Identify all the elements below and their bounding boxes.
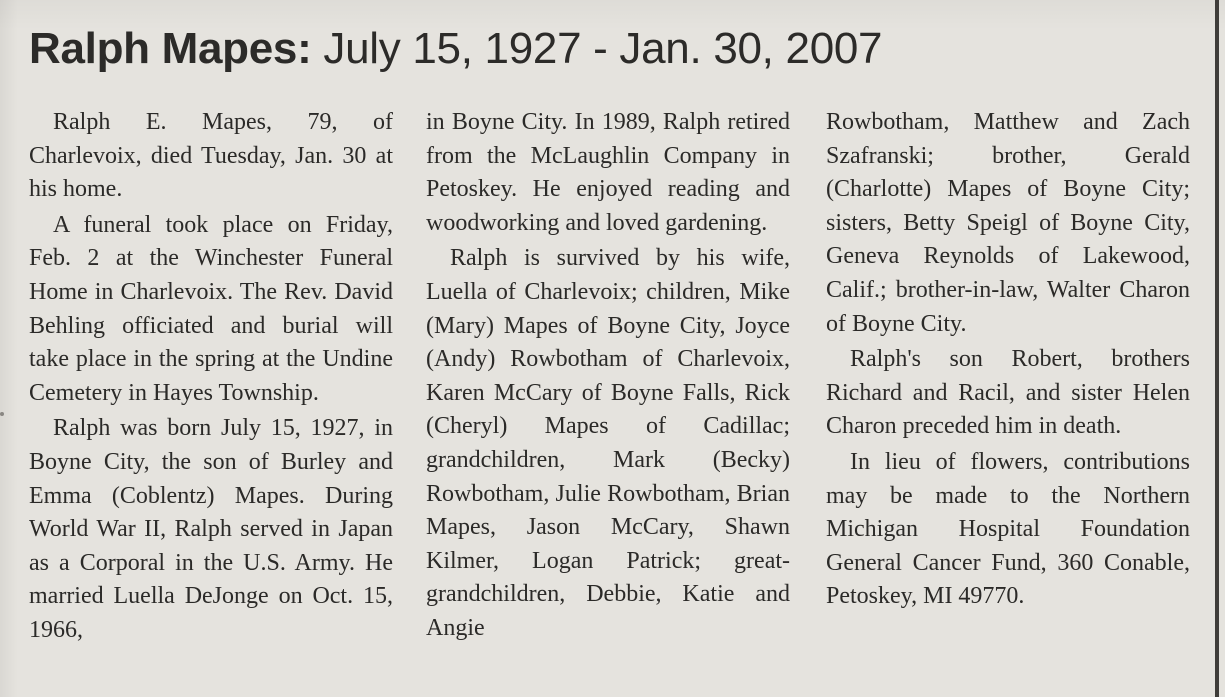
article-paragraph: Ralph's son Robert, brothers Richard and Racil, and sister Helen Charon preceded him in death. xyxy=(826,346,1190,440)
article-paragraph: A funeral took place on Friday, Feb. 2 at the Winchester Funeral Home in Charlevoix. The Rev. David Behling officiated and burial will take place in the spring at the Undine Cemetery in Hayes Township. xyxy=(29,211,393,406)
clipped-previous-text-strip xyxy=(20,0,1200,6)
article-column-2 xyxy=(426,106,790,646)
article-paragraph: Ralph is survived by his wife, Luella of Charlevoix; children, Mike (Mary) Mapes of Boyne City, Joyce (Andy) Rowbotham of Charlevoix, Karen McCary of Boyne Falls, Rick (Cheryl) Mapes of Cadillac; grandchildren, Mark (Becky) Rowbotham, Julie Rowbotham, Brian Mapes, Jason McCary, Shawn Kilmer, Logan Patrick; great-grandchildren, Debbie, Katie and Angie xyxy=(426,245,790,641)
article-paragraph: Rowbotham, Matthew and Zach Szafranski; brother, Gerald (Charlotte) Mapes of Boyne City; sisters, Betty Speigl of Boyne City, Geneva Reynolds of Lakewood, Calif.; brother-in-law, Walter Charon of Boyne City. xyxy=(826,109,1190,337)
article-paragraph: Ralph E. Mapes, 79, of Charlevoix, died Tuesday, Jan. 30 at his home. xyxy=(29,109,393,203)
obituary-headline xyxy=(29,25,882,73)
article-column-3 xyxy=(826,106,1190,614)
article-paragraph: In lieu of flowers, contributions may be made to the Northern Michigan Hospital Foundation General Cancer Fund, 360 Conable, Petoskey, MI 49770. xyxy=(826,448,1190,610)
article-column-1 xyxy=(29,106,393,648)
article-paragraph: Ralph was born July 15, 1927, in Boyne City, the son of Burley and Emma (Coblentz) Mapes. During World War II, Ralph served in Japan as a Corporal in the U.S. Army. He married Luella DeJonge on Oct. 15, 1966, xyxy=(29,415,393,643)
headline-dates: July 15, 1927 - Jan. 30, 2007 xyxy=(323,24,883,73)
paper-speck xyxy=(0,412,4,416)
column-rule xyxy=(1215,0,1219,697)
headline-name: Ralph Mapes: xyxy=(29,24,312,73)
article-paragraph: in Boyne City. In 1989, Ralph retired from the McLaughlin Company in Petoskey. He enjoyed reading and woodworking and loved gardening. xyxy=(426,109,790,236)
